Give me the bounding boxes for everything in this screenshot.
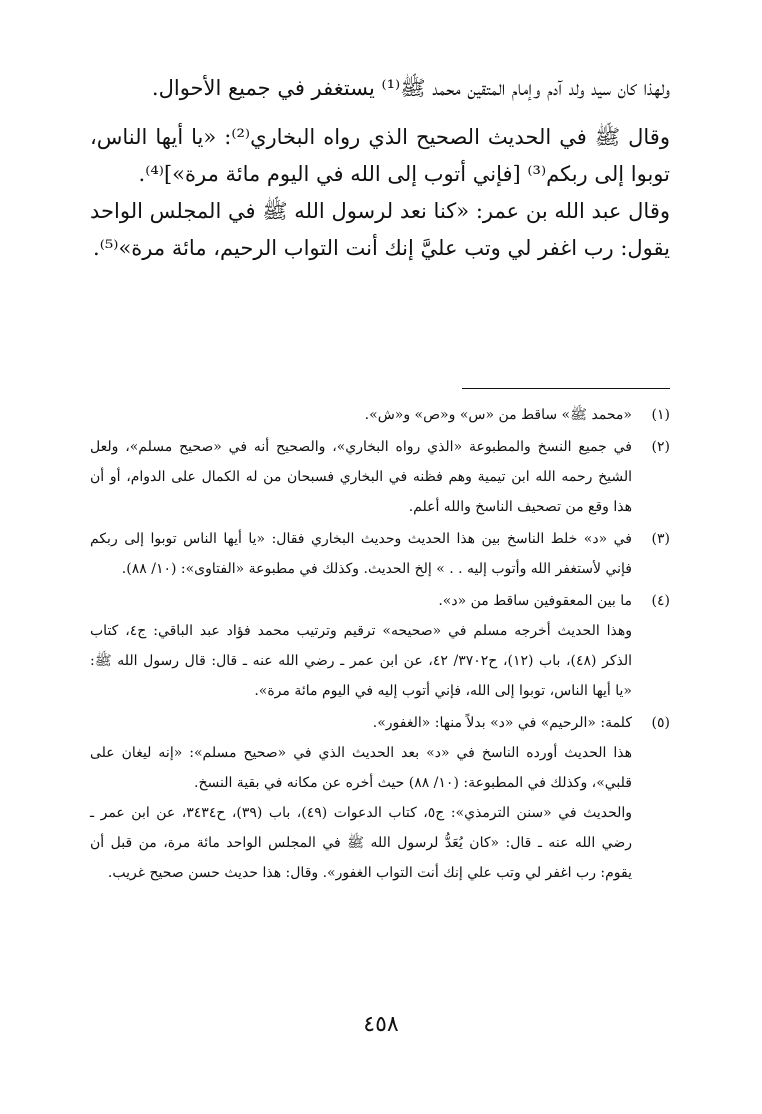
footnote-3	[90, 524, 670, 584]
footnote-divider	[462, 388, 670, 389]
body-paragraph: وقال ﷺ في الحديث الصحيح الذي رواه البخاري⁽²⁾: «يا أيها الناس، توبوا إلى ربكم⁽³⁾ [فإني أتوب إلى الله في اليوم مائة مرة»]⁽⁴⁾.	[90, 125, 670, 186]
footnote-text: ما بين المعقوفين ساقط من «د».	[438, 593, 632, 609]
footnote-number: (٢)	[651, 439, 670, 455]
footnote-4	[90, 586, 670, 706]
footnote-number: (٥)	[651, 715, 670, 731]
body-paragraph: وقال عبد الله بن عمر: «كنا نعد لرسول الله ﷺ في المجلس الواحد يقول: رب اغفر لي وتب عليَّ إنك أنت التواب الرحيم، مائة مرة»⁽⁵⁾.	[90, 199, 670, 260]
footnote-text: في «د» خلط الناسخ بين هذا الحديث وحديث البخاري فقال: «يا أيها الناس توبوا إلى ربكم فإني لأستغفر الله وأتوب إليه . . » إلخ الحديث. وكذلك في مطبوعة «الفتاوى»: (١٠/ ٨٨).	[90, 531, 632, 577]
footnote-body	[90, 708, 632, 888]
footnote-5	[90, 708, 670, 888]
footnote-number: (٤)	[651, 593, 670, 609]
footnote-text: كلمة: «الرحيم» في «د» بدلاً منها: «الغفور».	[372, 715, 632, 731]
footnote-number: (٣)	[651, 531, 670, 547]
footnote-text: وهذا الحديث أخرجه مسلم في «صحيحه» ترقيم وترتيب محمد فؤاد عبد الباقي: ج٤، كتاب الذكر (٤٨)، باب (١٢)، ح٣٧٠٢/ ٤٢، عن ابن عمر ـ رضي الله عنه ـ قال: قال رسول الله ﷺ: «يا أيها الناس، توبوا إلى الله، فإني أتوب إليه في اليوم مائة مرة».	[90, 623, 633, 699]
footnote-2	[90, 432, 670, 522]
footnote-body	[90, 524, 632, 584]
body-paragraph: ولهذا كان سيد ولد آدم وإمام المتقين محمد ﷺ⁽¹⁾ يستغفر في جميع الأحوال.	[151, 76, 670, 100]
main-text	[90, 70, 670, 267]
footnotes	[90, 400, 670, 888]
footnote-text: والحديث في «سنن الترمذي»: ج٥، كتاب الدعوات (٤٩)، باب (٣٩)، ح٣٤٣٤، عن ابن عمر ـ رضي الله عنه ـ قال: «كان يُعَدُّ لرسول الله ﷺ في المجلس الواحد مائة مرة، من قبل أن يقوم: رب اغفر لي وتب علي إنك أنت التواب الغفور». وقال: هذا حديث حسن صحيح غريب.	[90, 805, 633, 881]
footnote-body	[90, 586, 632, 706]
footnote-text: في جميع النسخ والمطبوعة «الذي رواه البخاري»، والصحيح أنه في «صحيح مسلم»، ولعل الشيخ رحمه الله ابن تيمية وهم فظنه في البخاري فسبحان من له الكمال على الدوام، أو أن هذا وقع من تصحيف الناسخ والله أعلم.	[90, 439, 632, 515]
footnote-number: (١)	[651, 407, 670, 423]
footnote-body	[90, 432, 632, 522]
footnote-text: «محمد ﷺ» ساقط من «س» و«ص» و«ش».	[364, 407, 632, 423]
footnote-text: هذا الحديث أورده الناسخ في «د» بعد الحديث الذي في «صحيح مسلم»: «إنه ليغان على قلبي»، وكذلك في المطبوعة: (١٠/ ٨٨) حيث أخره عن مكانه في بقية النسخ.	[90, 745, 633, 791]
footnote-1	[90, 400, 670, 430]
page-number: ٤٥٨	[363, 1012, 399, 1037]
footnote-body	[90, 400, 632, 430]
